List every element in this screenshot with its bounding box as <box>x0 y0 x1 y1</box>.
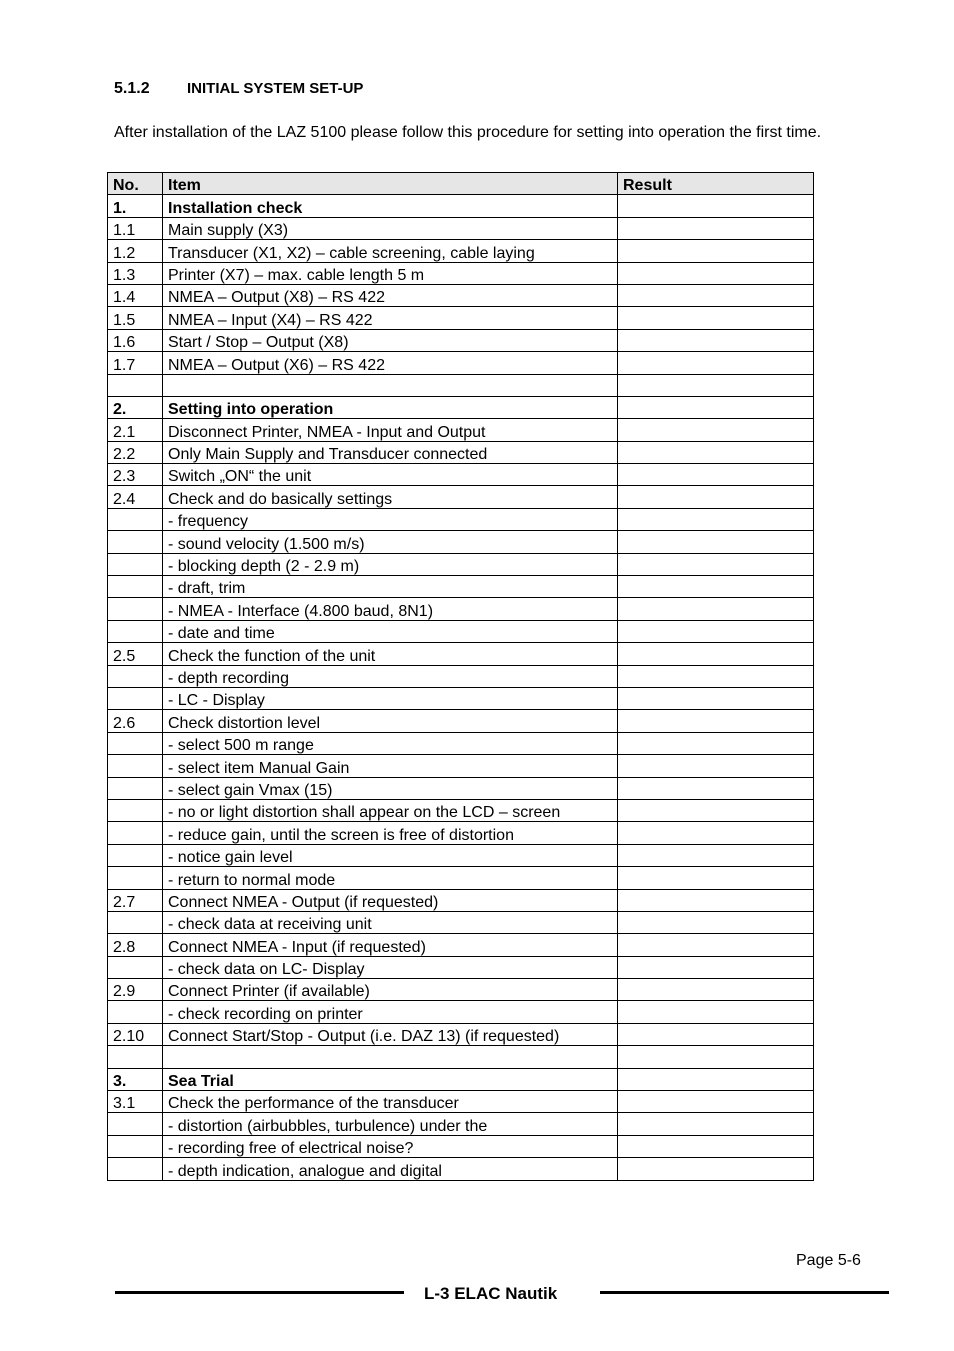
header-no: No. <box>108 173 163 195</box>
table-row <box>108 419 814 441</box>
cell-item: Installation check <box>163 195 618 217</box>
table-row <box>108 598 814 620</box>
cell-item <box>163 1046 618 1068</box>
table-row <box>108 777 814 799</box>
table-row <box>108 441 814 463</box>
cell-result <box>618 419 814 441</box>
setup-checklist-table <box>107 172 814 1181</box>
cell-item: - no or light distortion shall appear on the LCD – screen <box>163 799 618 821</box>
cell-item: Check distortion level <box>163 710 618 732</box>
cell-item: Main supply (X3) <box>163 217 618 239</box>
cell-no: 2.3 <box>108 464 163 486</box>
cell-result <box>618 1158 814 1180</box>
cell-no: 1.6 <box>108 329 163 351</box>
cell-result <box>618 889 814 911</box>
cell-result <box>618 329 814 351</box>
cell-no <box>108 777 163 799</box>
table-row <box>108 956 814 978</box>
table-row <box>108 844 814 866</box>
table-row <box>108 889 814 911</box>
cell-item: Check the function of the unit <box>163 643 618 665</box>
table-row <box>108 464 814 486</box>
table-row <box>108 352 814 374</box>
cell-result <box>618 531 814 553</box>
header-item: Item <box>163 173 618 195</box>
table-row <box>108 911 814 933</box>
cell-item: - blocking depth (2 - 2.9 m) <box>163 553 618 575</box>
table-row <box>108 799 814 821</box>
cell-item: - notice gain level <box>163 844 618 866</box>
cell-result <box>618 911 814 933</box>
table-row <box>108 396 814 418</box>
cell-item: Sea Trial <box>163 1068 618 1090</box>
cell-result <box>618 598 814 620</box>
table-row <box>108 665 814 687</box>
cell-no <box>108 687 163 709</box>
cell-item: Only Main Supply and Transducer connected <box>163 441 618 463</box>
page-number: Page 5-6 <box>796 1252 861 1269</box>
cell-item: - check data at receiving unit <box>163 911 618 933</box>
table-row <box>108 822 814 844</box>
cell-no <box>108 508 163 530</box>
table-row <box>108 508 814 530</box>
cell-result <box>618 799 814 821</box>
table-row <box>108 374 814 396</box>
cell-item: - frequency <box>163 508 618 530</box>
table-row <box>108 1046 814 1068</box>
table-row <box>108 1068 814 1090</box>
cell-item: NMEA – Output (X6) – RS 422 <box>163 352 618 374</box>
cell-no <box>108 755 163 777</box>
cell-item: - distortion (airbubbles, turbulence) under the <box>163 1113 618 1135</box>
cell-item: Setting into operation <box>163 396 618 418</box>
cell-no <box>108 576 163 598</box>
cell-no: 2.10 <box>108 1023 163 1045</box>
cell-no <box>108 665 163 687</box>
cell-no: 3. <box>108 1068 163 1090</box>
cell-result <box>618 262 814 284</box>
section-title: INITIAL SYSTEM SET-UP <box>187 80 364 97</box>
cell-item: Switch „ON“ the unit <box>163 464 618 486</box>
cell-no <box>108 1158 163 1180</box>
cell-no <box>108 598 163 620</box>
cell-item: Connect NMEA - Output (if requested) <box>163 889 618 911</box>
intro-paragraph: After installation of the LAZ 5100 please follow this procedure for setting into operation the first time. <box>114 124 822 141</box>
cell-result <box>618 486 814 508</box>
cell-result <box>618 777 814 799</box>
cell-no <box>108 822 163 844</box>
cell-item: Check and do basically settings <box>163 486 618 508</box>
cell-no: 2.8 <box>108 934 163 956</box>
table-row <box>108 307 814 329</box>
cell-item: - NMEA - Interface (4.800 baud, 8N1) <box>163 598 618 620</box>
cell-result <box>618 1023 814 1045</box>
cell-result <box>618 1091 814 1113</box>
cell-result <box>618 1135 814 1157</box>
cell-item: Connect NMEA - Input (if requested) <box>163 934 618 956</box>
cell-no <box>108 1046 163 1068</box>
cell-item: Connect Printer (if available) <box>163 979 618 1001</box>
cell-no <box>108 867 163 889</box>
cell-item: Check the performance of the transducer <box>163 1091 618 1113</box>
table-row <box>108 1091 814 1113</box>
cell-item: - sound velocity (1.500 m/s) <box>163 531 618 553</box>
cell-result <box>618 307 814 329</box>
table-row <box>108 262 814 284</box>
cell-item: - LC - Display <box>163 687 618 709</box>
header-result: Result <box>618 173 814 195</box>
cell-result <box>618 732 814 754</box>
cell-result <box>618 867 814 889</box>
cell-result <box>618 1001 814 1023</box>
table-row <box>108 486 814 508</box>
cell-no: 2.5 <box>108 643 163 665</box>
cell-no <box>108 732 163 754</box>
table-row <box>108 553 814 575</box>
cell-result <box>618 374 814 396</box>
cell-result <box>618 576 814 598</box>
cell-item: - select gain Vmax (15) <box>163 777 618 799</box>
cell-no: 1.4 <box>108 284 163 306</box>
table-row <box>108 867 814 889</box>
cell-item: Transducer (X1, X2) – cable screening, cable laying <box>163 240 618 262</box>
cell-result <box>618 217 814 239</box>
cell-result <box>618 934 814 956</box>
cell-item: - reduce gain, until the screen is free of distortion <box>163 822 618 844</box>
cell-result <box>618 195 814 217</box>
cell-item: - check data on LC- Display <box>163 956 618 978</box>
cell-no: 2.4 <box>108 486 163 508</box>
cell-item <box>163 374 618 396</box>
cell-result <box>618 956 814 978</box>
table-row <box>108 1113 814 1135</box>
cell-result <box>618 284 814 306</box>
cell-item: - check recording on printer <box>163 1001 618 1023</box>
table-row <box>108 643 814 665</box>
cell-result <box>618 755 814 777</box>
section-number: 5.1.2 <box>114 80 150 97</box>
table-row <box>108 755 814 777</box>
cell-no <box>108 956 163 978</box>
table-row <box>108 1135 814 1157</box>
cell-result <box>618 508 814 530</box>
cell-no <box>108 1135 163 1157</box>
cell-item: - depth recording <box>163 665 618 687</box>
cell-result <box>618 1068 814 1090</box>
cell-no: 1.3 <box>108 262 163 284</box>
cell-result <box>618 822 814 844</box>
cell-result <box>618 687 814 709</box>
table-row <box>108 1158 814 1180</box>
cell-item: - select 500 m range <box>163 732 618 754</box>
table-row <box>108 217 814 239</box>
footer-rule-right <box>600 1291 889 1294</box>
cell-no: 1.2 <box>108 240 163 262</box>
cell-item: - return to normal mode <box>163 867 618 889</box>
table-row <box>108 687 814 709</box>
cell-result <box>618 844 814 866</box>
table-row <box>108 1023 814 1045</box>
cell-no <box>108 911 163 933</box>
cell-no <box>108 620 163 642</box>
cell-item: - draft, trim <box>163 576 618 598</box>
table-row <box>108 979 814 1001</box>
table-body <box>108 173 814 1181</box>
table-row <box>108 195 814 217</box>
cell-no <box>108 1001 163 1023</box>
section-heading <box>114 80 363 98</box>
cell-result <box>618 665 814 687</box>
cell-no: 2.2 <box>108 441 163 463</box>
table-row <box>108 934 814 956</box>
cell-no: 3.1 <box>108 1091 163 1113</box>
table-row <box>108 710 814 732</box>
cell-result <box>618 464 814 486</box>
cell-no <box>108 1113 163 1135</box>
cell-result <box>618 643 814 665</box>
footer-rule-left <box>115 1291 404 1294</box>
cell-no: 2. <box>108 396 163 418</box>
cell-item: - depth indication, analogue and digital <box>163 1158 618 1180</box>
table-row <box>108 531 814 553</box>
cell-no <box>108 844 163 866</box>
cell-no: 2.7 <box>108 889 163 911</box>
cell-item: - date and time <box>163 620 618 642</box>
company-name: L-3 ELAC Nautik <box>424 1284 558 1303</box>
table-row <box>108 240 814 262</box>
cell-no: 2.1 <box>108 419 163 441</box>
cell-result <box>618 710 814 732</box>
cell-item: - recording free of electrical noise? <box>163 1135 618 1157</box>
cell-result <box>618 979 814 1001</box>
table-header-row <box>108 173 814 195</box>
table-row <box>108 576 814 598</box>
cell-item: Disconnect Printer, NMEA - Input and Output <box>163 419 618 441</box>
cell-item: NMEA – Output (X8) – RS 422 <box>163 284 618 306</box>
cell-result <box>618 553 814 575</box>
table-row <box>108 284 814 306</box>
table-row <box>108 329 814 351</box>
table-row <box>108 1001 814 1023</box>
cell-result <box>618 1113 814 1135</box>
cell-no: 2.9 <box>108 979 163 1001</box>
cell-item: Printer (X7) – max. cable length 5 m <box>163 262 618 284</box>
cell-no: 2.6 <box>108 710 163 732</box>
cell-no <box>108 531 163 553</box>
cell-no: 1. <box>108 195 163 217</box>
table-row <box>108 732 814 754</box>
cell-no: 1.1 <box>108 217 163 239</box>
cell-no: 1.7 <box>108 352 163 374</box>
cell-result <box>618 352 814 374</box>
cell-no <box>108 553 163 575</box>
cell-no: 1.5 <box>108 307 163 329</box>
cell-result <box>618 620 814 642</box>
cell-item: Connect Start/Stop - Output (i.e. DAZ 13) (if requested) <box>163 1023 618 1045</box>
cell-item: Start / Stop – Output (X8) <box>163 329 618 351</box>
cell-no <box>108 374 163 396</box>
cell-no <box>108 799 163 821</box>
cell-item: NMEA – Input (X4) – RS 422 <box>163 307 618 329</box>
cell-result <box>618 441 814 463</box>
cell-result <box>618 396 814 418</box>
cell-item: - select item Manual Gain <box>163 755 618 777</box>
cell-result <box>618 240 814 262</box>
cell-result <box>618 1046 814 1068</box>
table-row <box>108 620 814 642</box>
